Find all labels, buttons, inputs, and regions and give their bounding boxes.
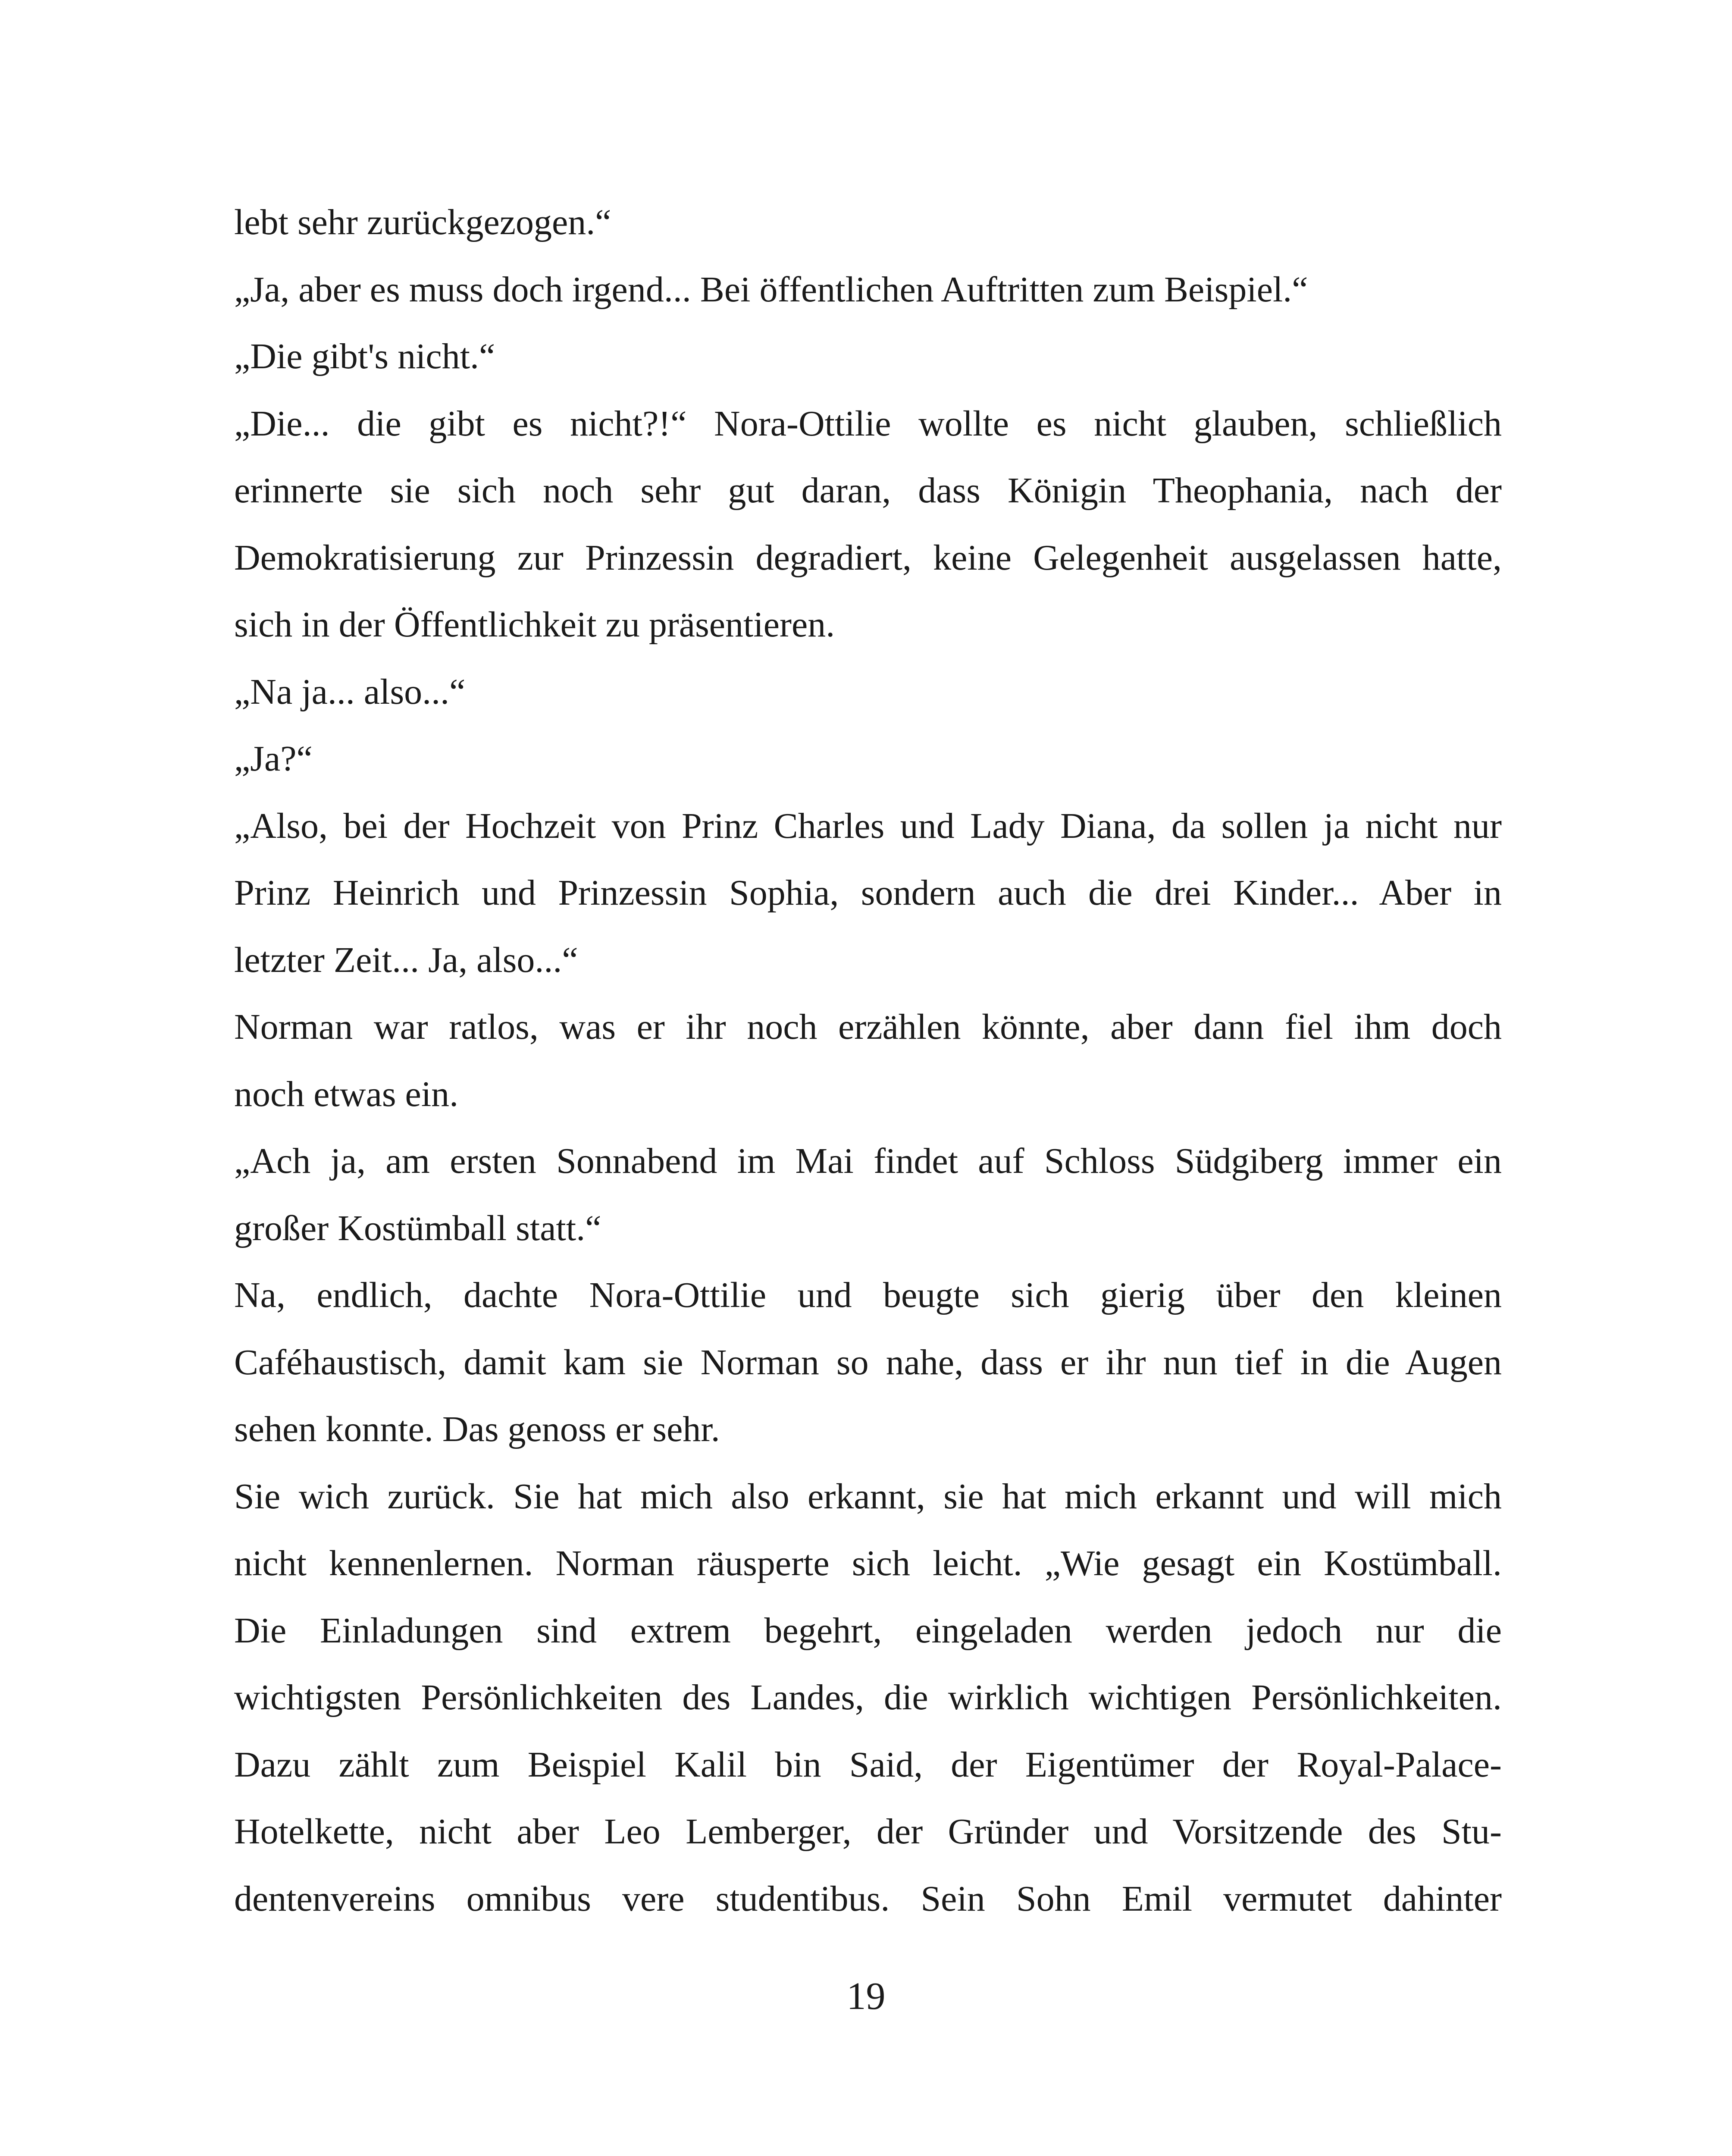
text-line: erinnerte sie sich noch sehr gut daran, dass Königin Theophania, nach der <box>234 470 1502 511</box>
text-line: „Die gibt's nicht.“ <box>234 336 495 376</box>
text-line: Sie wich zurück. Sie hat mich also erkannt, sie hat mich erkannt und will mich <box>234 1476 1502 1517</box>
body-text <box>234 189 1502 1932</box>
text-line: lebt sehr zurückgezogen.“ <box>234 202 611 242</box>
text-line: „Ja?“ <box>234 739 313 779</box>
text-line: „Die... die gibt es nicht?!“ Nora-Ottilie wollte es nicht glauben, schließlich <box>234 403 1502 444</box>
text-line: nicht kennenlernen. Norman räusperte sich leicht. „Wie gesagt ein Kostümball. <box>234 1543 1502 1583</box>
text-line: Dazu zählt zum Beispiel Kalil bin Said, der Eigentümer der Royal-Palace- <box>234 1744 1502 1785</box>
page-number: 19 <box>846 1975 886 2018</box>
text-line: „Na ja... also...“ <box>234 671 466 712</box>
text-line: Norman war ratlos, was er ihr noch erzählen könnte, aber dann fiel ihm doch <box>234 1007 1502 1047</box>
text-line: Die Einladungen sind extrem begehrt, eingeladen werden jedoch nur die <box>234 1610 1502 1651</box>
text-line: noch etwas ein. <box>234 1074 459 1114</box>
text-line: großer Kostümball statt.“ <box>234 1208 601 1248</box>
text-line: Hotelkette, nicht aber Leo Lemberger, der Gründer und Vorsitzende des Stu- <box>234 1811 1502 1852</box>
text-line: „Also, bei der Hochzeit von Prinz Charles und Lady Diana, da sollen ja nicht nur <box>234 805 1502 846</box>
text-line: Prinz Heinrich und Prinzessin Sophia, sondern auch die drei Kinder... Aber in <box>234 873 1502 913</box>
text-line: sehen konnte. Das genoss er sehr. <box>234 1409 720 1449</box>
text-line: dentenvereins omnibus vere studentibus. Sein Sohn Emil vermutet dahinter <box>234 1878 1502 1919</box>
text-line: „Ja, aber es muss doch irgend... Bei öffentlichen Auftritten zum Beispiel.“ <box>234 269 1308 310</box>
text-line: letzter Zeit... Ja, also...“ <box>234 940 578 980</box>
text-line: Demokratisierung zur Prinzessin degradiert, keine Gelegenheit ausgelassen hatte, <box>234 537 1502 578</box>
text-line: wichtigsten Persönlichkeiten des Landes, die wirklich wichtigen Persönlichkeiten. <box>234 1677 1502 1717</box>
text-line: „Ach ja, am ersten Sonnabend im Mai findet auf Schloss Südgiberg immer ein <box>234 1141 1502 1181</box>
text-line: Caféhaustisch, damit kam sie Norman so nahe, dass er ihr nun tief in die Augen <box>234 1342 1502 1382</box>
text-line: Na, endlich, dachte Nora-Ottilie und beugte sich gierig über den kleinen <box>234 1275 1502 1315</box>
text-line: sich in der Öffentlichkeit zu präsentieren. <box>234 605 835 645</box>
